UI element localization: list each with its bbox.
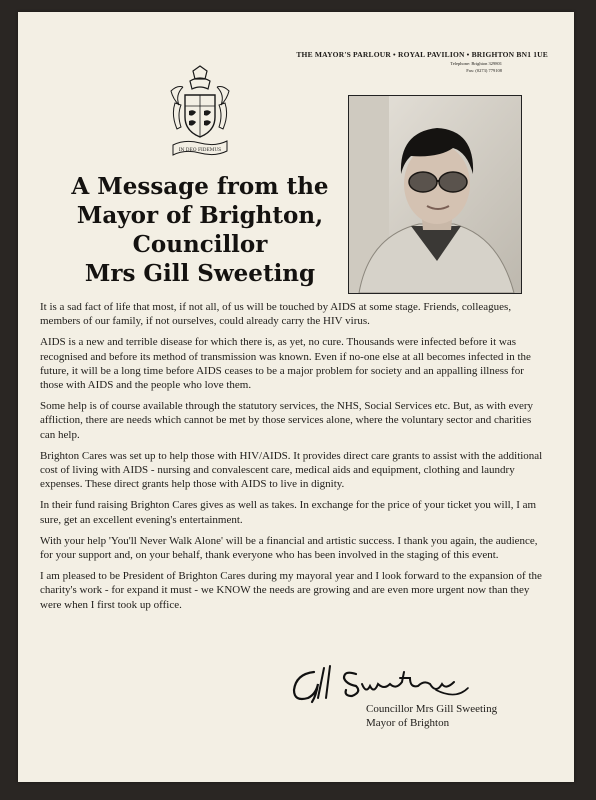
paragraph: In their fund raising Brighton Cares gives as well as takes. In exchange for the price of your ticket you will, I am sure, get an excellent evening's entertainment. xyxy=(40,499,537,526)
title-line-1: A Message from the xyxy=(71,173,329,200)
coat-of-arms-icon xyxy=(165,65,235,160)
title-line-3: Councillor xyxy=(132,231,268,258)
handwritten-signature-icon xyxy=(286,660,476,705)
paragraph: I am pleased to be President of Brighton Cares during my mayoral year and I look forward to the expansion of the charity's work - for expand it must - we KNOW the needs are growing and are even more urgent now than they were when I first took up office. xyxy=(40,570,542,611)
message-body xyxy=(40,300,545,619)
paragraph: Some help is of course available through the statutory services, the NHS, Social Services etc. But, as with every affliction, there are needs which cannot be met by those services alone, where the voluntary sector and charities can help. xyxy=(40,400,534,441)
fax-line: Fax: (0273) 779108 xyxy=(466,68,502,73)
signatory-role: Mayor of Brighton xyxy=(366,717,450,729)
letterhead-address xyxy=(248,50,548,73)
address-line: THE MAYOR'S PARLOUR • ROYAL PAVILION • BRIGHTON BN1 1UE xyxy=(296,50,548,59)
signature-block xyxy=(366,702,566,730)
paragraph: With your help 'You'll Never Walk Alone' will be a financial and artistic success. I thank you again, the audience, for your support and, on your behalf, thank everyone who has been involved in the staging of this event. xyxy=(40,534,538,562)
mayor-portrait xyxy=(348,95,522,294)
paragraph: Brighton Cares was set up to help those with HIV/AIDS. It provides direct care grants to assist with the additional cost of living with AIDS - nursing and convalescent care, medical aids and equipment, clothing and laundry expenses. These direct grants help those with AIDS to live in dignity. xyxy=(40,449,543,491)
paragraph: AIDS is a new and terrible disease for which there is, as yet, no cure. Thousands were infected before it was recognised and before its method of transmission was known. Even if no-one else at all becomes infected in the future, it will be a long time before AIDS ceases to be a major problem for society and an appalling illness for those with AIDS and the people who love them. xyxy=(40,336,531,392)
signatory-name: Councillor Mrs Gill Sweeting xyxy=(366,703,498,715)
paragraph: It is a sad fact of life that most, if not all, of us will be touched by AIDS at some stage. Friends, colleagues, members of our family, if not ourselves, could already carry the HIV virus. xyxy=(40,301,512,328)
portrait-photo-icon xyxy=(349,96,521,293)
page-title xyxy=(55,172,345,288)
title-line-4: Mrs Gill Sweeting xyxy=(84,260,316,287)
crest-motto: IN DEO FIDEMUS xyxy=(178,148,222,153)
telephone-line: Telephone: Brighton 329801 xyxy=(450,61,502,66)
title-line-2: Mayor of Brighton, xyxy=(76,202,324,229)
